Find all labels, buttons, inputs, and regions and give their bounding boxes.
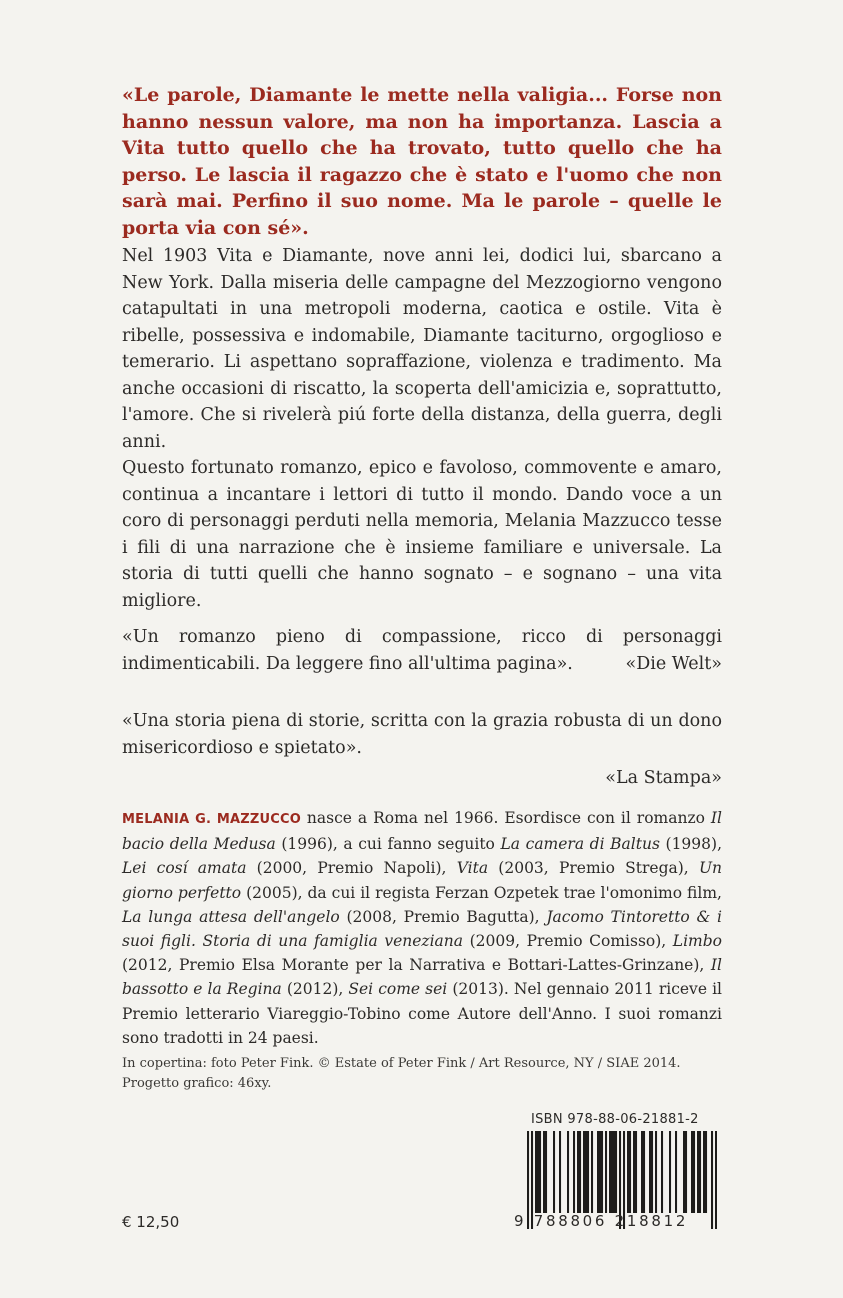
- bio-text: (2013). Nel gennaio 2011 riceve il Premio letterario Viareggio-Tobino come Autore dell'Anno. I suoi romanzi sono tradotti in 24 paesi.: [122, 980, 722, 1047]
- bio-text: (2008, Premio Bagutta),: [339, 907, 547, 926]
- barcode-bar: [635, 1131, 637, 1213]
- author-name: MELANIA G. MAZZUCCO: [122, 812, 301, 827]
- cover-credit: In copertina: foto Peter Fink. © Estate of Peter Fink / Art Resource, NY / SIAE 2014.: [122, 1056, 681, 1071]
- barcode-bar: [577, 1131, 579, 1213]
- bio-text: (1996), a cui fanno seguito: [275, 835, 501, 854]
- barcode-bar: [683, 1131, 685, 1213]
- intro-quote: «Le parole, Diamante le mette nella valigia... Forse non hanno nessun valore, ma non ha importanza. Lascia a Vita tutto quello che ha trovato, tutto quello che ha perso. Le lascia il ragazzo che è stato e l'uomo che non sarà mai. Perfino il suo nome. Ma le parole – quelle le porta via con sé».: [122, 84, 722, 239]
- book-title: Vita: [456, 859, 489, 878]
- barcode-bar: [567, 1131, 569, 1213]
- barcode-bar: [553, 1131, 555, 1213]
- barcode-bar: [597, 1131, 599, 1213]
- barcode-bar: [559, 1131, 561, 1213]
- barcode-bar: [685, 1131, 687, 1213]
- barcode-digits: 9 788806 218812: [514, 1212, 689, 1230]
- barcode-bar: [587, 1131, 589, 1213]
- design-credit: Progetto grafico: 46xy.: [122, 1076, 272, 1091]
- review-source: «La Stampa»: [605, 768, 722, 788]
- review-1: [122, 624, 722, 677]
- book-title: La lunga attesa dell'angelo: [122, 907, 340, 926]
- barcode-bar: [615, 1131, 617, 1213]
- book-title: Il bassotto e la Regina: [122, 956, 722, 999]
- barcode-bar: [573, 1131, 575, 1213]
- author-bio: [122, 806, 722, 1050]
- barcode-bar: [711, 1131, 713, 1229]
- barcode-bar: [643, 1131, 645, 1213]
- barcode-bar: [649, 1131, 651, 1213]
- review-source: «Die Welt»: [625, 653, 722, 674]
- book-title: Limbo: [672, 932, 722, 951]
- credits: [122, 1054, 742, 1094]
- barcode-bar: [537, 1131, 539, 1213]
- book-title: Sei come sei: [348, 980, 448, 999]
- synopsis-paragraph-2: Questo fortunato romanzo, epico e favoloso, commovente e amaro, continua a incantare i lettori di tutto il mondo. Dando voce a un coro di personaggi perduti nella memoria, Melania Mazzucco tesse i fili di una narrazione che è insieme familiare e universale. La storia di tutti quelli che hanno sognato – e sognano – una vita migliore.: [122, 458, 722, 611]
- barcode-bar: [613, 1131, 615, 1213]
- bio-text: (2012),: [281, 980, 349, 999]
- barcode-bar: [655, 1131, 657, 1213]
- price: € 12,50: [122, 1213, 180, 1231]
- barcode-bar: [591, 1131, 593, 1213]
- barcode-bar: [661, 1131, 663, 1213]
- bio-text: (2009, Premio Comisso),: [463, 932, 673, 951]
- bio-text: (2012, Premio Elsa Morante per la Narrativa e Bottari-Lattes-Grinzane),: [122, 956, 711, 975]
- bio-text: (2000, Premio Napoli),: [246, 859, 457, 878]
- barcode-bar: [585, 1131, 587, 1213]
- book-title: Jacomo Tintoretto & i suoi figli. Storia di una famiglia veneziana: [122, 907, 722, 951]
- review-text: «Una storia piena di storie, scritta con la grazia robusta di un dono misericordioso e spietato».: [122, 711, 722, 758]
- barcode-bar: [611, 1131, 613, 1213]
- review-2: [122, 708, 722, 792]
- barcode-bar: [609, 1131, 611, 1213]
- barcode-bar: [583, 1131, 585, 1213]
- barcode-bar: [535, 1131, 537, 1213]
- synopsis: [122, 243, 722, 614]
- barcode-bar: [697, 1131, 699, 1213]
- barcode-bar: [545, 1131, 547, 1213]
- barcode-bar: [627, 1131, 629, 1213]
- barcode-bar: [669, 1131, 671, 1213]
- barcode-bar: [601, 1131, 603, 1213]
- barcode-bar: [543, 1131, 545, 1213]
- bio-text: nasce a Roma nel 1966. Esordisce con il romanzo: [300, 809, 711, 827]
- barcode-bar: [599, 1131, 601, 1213]
- book-title: La camera di Baltus: [500, 835, 660, 854]
- barcode-bar: [629, 1131, 631, 1213]
- barcode-bar: [703, 1131, 705, 1213]
- isbn: ISBN 978-88-06-21881-2: [531, 1112, 699, 1127]
- barcode-bar: [715, 1131, 717, 1229]
- barcode-bar: [605, 1131, 607, 1213]
- barcode-bar: [705, 1131, 707, 1213]
- book-title: Un giorno perfetto: [122, 859, 722, 902]
- bio-text: (2005), da cui il regista Ferzan Ozpetek trae l'omonimo film,: [241, 883, 722, 902]
- barcode-bar: [699, 1131, 701, 1213]
- book-title: Il bacio della Medusa: [122, 809, 722, 854]
- barcode-bar: [579, 1131, 581, 1213]
- bio-text: (2003, Premio Strega),: [488, 859, 699, 878]
- barcode-bar: [675, 1131, 677, 1213]
- barcode-bar: [693, 1131, 695, 1213]
- book-title: Lei cosí amata: [122, 859, 247, 878]
- review-text: «Un romanzo pieno di compassione, ricco di personaggi indimenticabili. Da leggere fino all'ultima pagina».: [122, 627, 722, 674]
- barcode-bar: [651, 1131, 653, 1213]
- synopsis-paragraph-1: Nel 1903 Vita e Diamante, nove anni lei, dodici lui, sbarcano a New York. Dalla miseria delle campagne del Mezzogiorno vengono catapultati in una metropoli moderna, caotica e ostile. Vita è ribelle, possessiva e indomabile, Diamante taciturno, orgoglioso e temerario. Li aspettano sopraffazione, violenza e tradimento. Ma anche occasioni di riscatto, la scoperta dell'amicizia e, soprattutto, l'amore. Che si rivelerà piú forte della distanza, della guerra, degli anni.: [122, 246, 722, 452]
- bio-text: (1998),: [659, 835, 722, 854]
- barcode-bar: [641, 1131, 643, 1213]
- barcode-bar: [691, 1131, 693, 1213]
- barcode-bar: [539, 1131, 541, 1213]
- barcode-bar: [633, 1131, 635, 1213]
